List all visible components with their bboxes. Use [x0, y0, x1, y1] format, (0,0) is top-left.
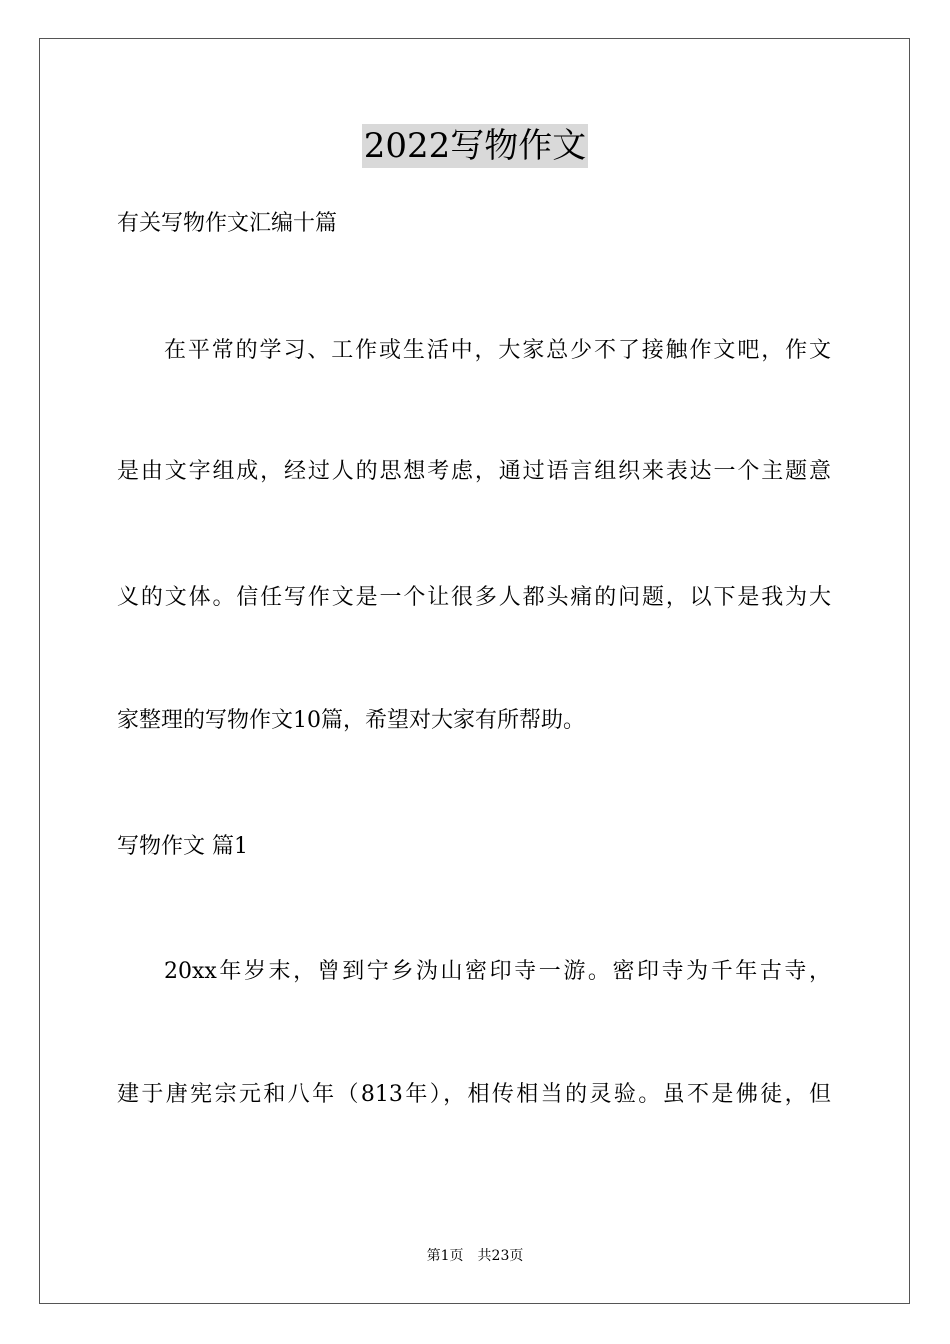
intro-line-2: 是由文字组成，经过人的思想考虑，通过语言组织来表达一个主题意 [117, 459, 831, 484]
title-container [0, 124, 950, 168]
section-line-1: 20xx年岁末，曾到宁乡沩山密印寺一游。密印寺为千年古寺， [164, 959, 831, 984]
document-title: 2022写物作文 [363, 126, 587, 166]
intro-line-1: 在平常的学习、工作或生活中，大家总少不了接触作文吧，作文 [164, 338, 831, 363]
intro-line-4: 家整理的写物作文10篇，希望对大家有所帮助。 [117, 708, 585, 733]
document-subtitle: 有关写物作文汇编十篇 [117, 211, 338, 236]
intro-line-3: 义的文体。信任写作文是一个让很多人都头痛的问题，以下是我为大 [117, 585, 831, 610]
page-footer: 第1页 共23页 [426, 1248, 524, 1264]
section-heading: 写物作文 篇1 [117, 834, 248, 859]
section-line-2: 建于唐宪宗元和八年（813年），相传相当的灵验。虽不是佛徒，但 [117, 1082, 831, 1107]
